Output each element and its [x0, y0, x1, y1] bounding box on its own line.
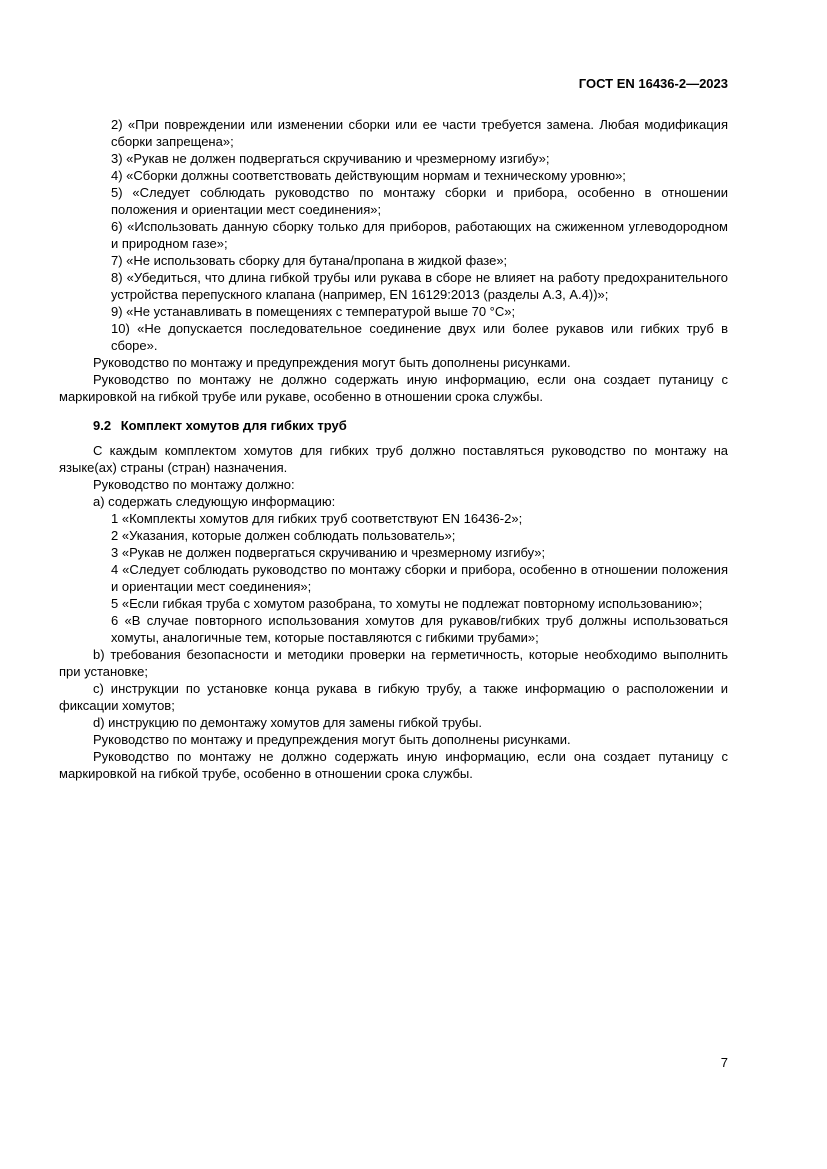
- list-item-c: с) инструкции по установке конца рукава в гибкую трубу, а также информацию о расположении и фиксации хомутов;: [59, 681, 728, 713]
- list-item: 6) «Использовать данную сборку только для приборов, работающих на сжиженном углеводородном и природном газе»;: [111, 219, 728, 251]
- section-number: 9.2: [93, 418, 112, 433]
- list-item: 2 «Указания, которые должен соблюдать пользователь»;: [111, 528, 456, 543]
- paragraph-note: Руководство по монтажу не должно содержать иную информацию, если она создает путаницу с маркировкой на гибкой трубе или рукаве, особенно в отношении срока службы.: [59, 372, 728, 404]
- paragraph-intro: С каждым комплектом хомутов для гибких труб должно поставляться руководство по монтажу на языке(ах) страны (стран) назначения.: [59, 443, 728, 475]
- paragraph-note: Руководство по монтажу и предупреждения могут быть дополнены рисунками.: [93, 355, 571, 370]
- list-item: 3 «Рукав не должен подвергаться скручиванию и чрезмерному изгибу»;: [111, 545, 546, 560]
- section-heading: [59, 417, 728, 434]
- page-content: [59, 116, 728, 782]
- list-item: 9) «Не устанавливать в помещениях с температурой выше 70 °С»;: [111, 304, 516, 319]
- list-item: 5 «Если гибкая труба с хомутом разобрана, то хомуты не подлежат повторному использованию»;: [111, 596, 703, 611]
- list-item-a: а) содержать следующую информацию:: [93, 494, 336, 509]
- list-item: 2) «При повреждении или изменении сборки или ее части требуется замена. Любая модификация сборки запрещена»;: [111, 117, 728, 149]
- list-item: 4) «Сборки должны соответствовать действующим нормам и техническому уровню»;: [111, 168, 626, 183]
- list-item: 7) «Не использовать сборку для бутана/пропана в жидкой фазе»;: [111, 253, 508, 268]
- list-item: 4 «Следует соблюдать руководство по монтажу сборки и прибора, особенно в отношении положения и ориентации мест соединения»;: [111, 562, 728, 594]
- list-item: 1 «Комплекты хомутов для гибких труб соответствуют EN 16436-2»;: [111, 511, 523, 526]
- paragraph-note: Руководство по монтажу и предупреждения могут быть дополнены рисунками.: [93, 732, 571, 747]
- list-item-d: d) инструкцию по демонтажу хомутов для замены гибкой трубы.: [93, 715, 482, 730]
- list-item: 10) «Не допускается последовательное соединение двух или более рукавов или гибких труб в сборе».: [111, 321, 728, 353]
- paragraph-note: Руководство по монтажу не должно содержать иную информацию, если она создает путаницу с маркировкой на гибкой трубе, особенно в отношении срока службы.: [59, 749, 728, 781]
- document-header: ГОСТ EN 16436-2—2023: [578, 76, 728, 91]
- list-item-b: b) требования безопасности и методики проверки на герметичность, которые необходимо выполнить при установке;: [59, 647, 728, 679]
- list-item: 5) «Следует соблюдать руководство по монтажу сборки и прибора, особенно в отношении положения и ориентации мест соединения»;: [111, 185, 728, 217]
- list-item: 6 «В случае повторного использования хомутов для рукавов/гибких труб должны использоваться хомуты, аналогичные тем, которые поставляются с гибкими трубами»;: [111, 613, 728, 645]
- list-item: 8) «Убедиться, что длина гибкой трубы или рукава в сборе не влияет на работу предохранительного устройства перепускного клапана (например, EN 16129:2013 (разделы А.3, А.4))»;: [111, 270, 728, 302]
- page-number: 7: [720, 1055, 728, 1070]
- list-item: 3) «Рукав не должен подвергаться скручиванию и чрезмерному изгибу»;: [111, 151, 550, 166]
- section-title: Комплект хомутов для гибких труб: [120, 418, 347, 433]
- paragraph-must: Руководство по монтажу должно:: [93, 477, 295, 492]
